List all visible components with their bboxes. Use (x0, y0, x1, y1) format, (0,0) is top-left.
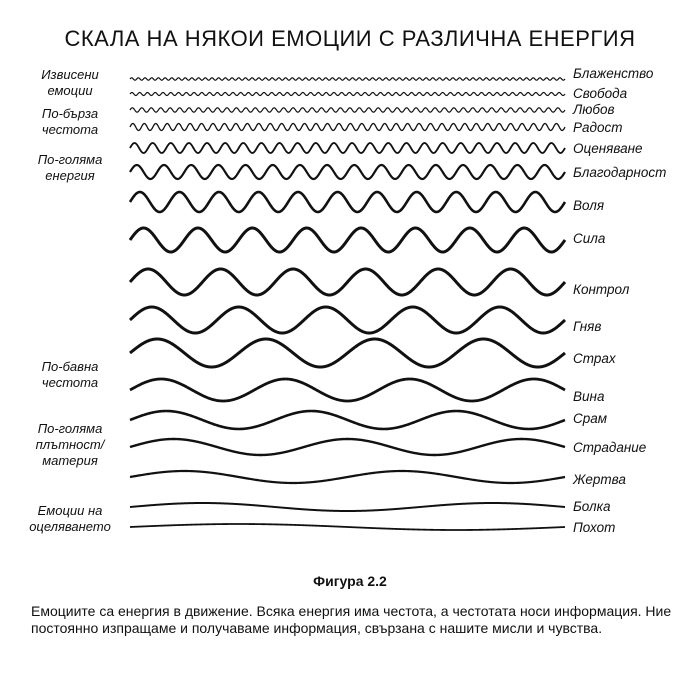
emotion-label: Вина (573, 389, 605, 404)
wave-16 (130, 503, 565, 511)
wave-4 (130, 124, 565, 131)
left-label-slower-frequency: По-бавна честота (41, 359, 99, 390)
wave-7 (130, 192, 565, 212)
left-label-greater-energy: По-голяма енергия (37, 152, 103, 183)
wave-17 (130, 524, 565, 530)
figure-caption: Фигура 2.2 (313, 573, 387, 589)
emotion-label: Страх (573, 351, 616, 366)
wave-5 (130, 143, 565, 153)
emotion-label: Жертва (573, 472, 626, 487)
wave-12 (130, 379, 565, 401)
emotion-label: Страдание (573, 440, 647, 455)
emotion-label: Любов (573, 102, 615, 117)
emotion-label: Радост (573, 120, 623, 135)
left-label-survival-emotions: Емоции на оцеляването (29, 503, 111, 534)
wave-1 (130, 78, 565, 80)
wave-3 (130, 108, 565, 112)
wave-2 (130, 93, 565, 96)
wave-11 (130, 339, 565, 367)
emotion-label: Сила (573, 231, 606, 246)
left-label-faster-frequency: По-бърза честота (41, 106, 99, 137)
emotion-label: Похот (573, 520, 616, 535)
wave-13 (130, 411, 565, 429)
wave-8 (130, 228, 565, 252)
body-paragraph: Емоциите са енергия в движение. Всяка енергия има честота, а честотата носи информация. Ние постоянно изпращаме и получаваме информация, свързана с нашите мисли и чувства. (31, 603, 672, 636)
diagram-title: СКАЛА НА НЯКОИ ЕМОЦИИ С РАЗЛИЧНА ЕНЕРГИЯ (64, 26, 636, 51)
emotion-label: Контрол (573, 282, 630, 297)
emotion-label: Свобода (573, 86, 628, 101)
emotion-label: Гняв (573, 319, 602, 334)
left-label-elevated-emotions: Извисени емоции (41, 67, 99, 98)
emotion-label: Срам (573, 411, 608, 426)
wave-14 (130, 439, 565, 455)
emotion-label: Благодарност (573, 165, 667, 180)
wave-9 (130, 269, 565, 295)
wave-15 (130, 471, 565, 483)
emotion-label: Блаженство (573, 66, 654, 81)
wave-10 (130, 307, 565, 333)
emotion-label: Воля (573, 198, 605, 213)
wave-6 (130, 165, 565, 179)
left-label-greater-density: По-голяма плътност/ материя (35, 421, 105, 468)
emotion-label: Оценяване (573, 141, 643, 156)
emotion-label: Болка (573, 499, 611, 514)
